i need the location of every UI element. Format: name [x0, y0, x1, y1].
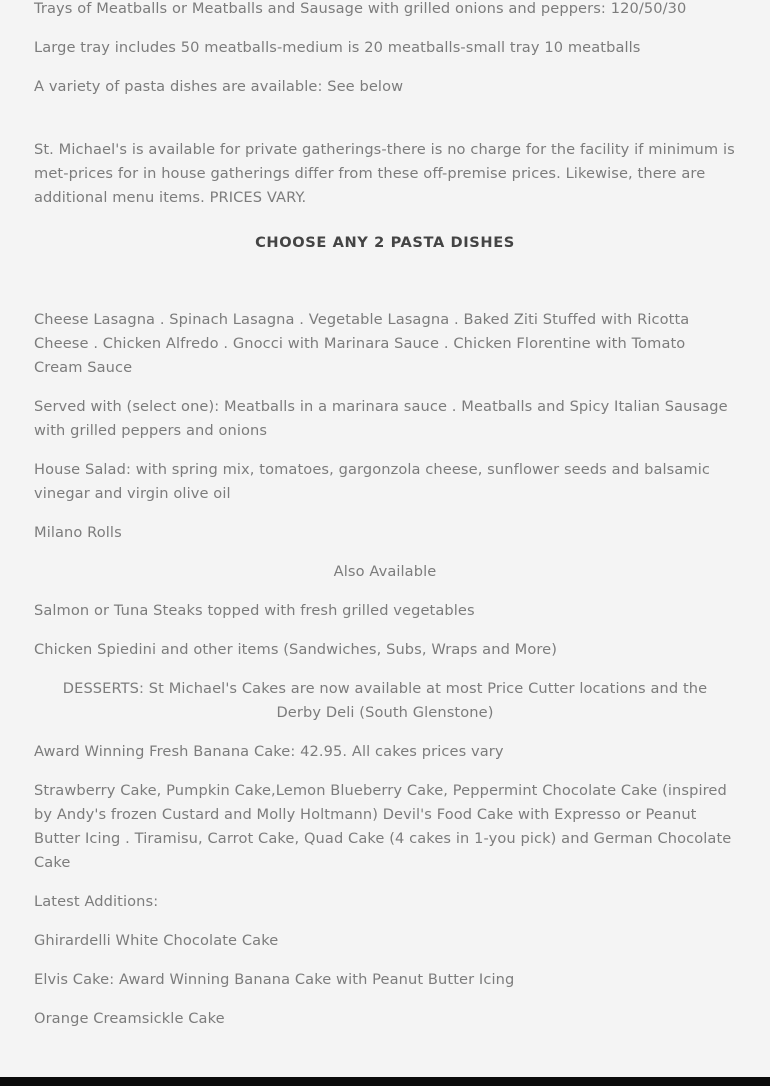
pasta-dishes-paragraph: Cheese Lasagna . Spinach Lasagna . Vegetable Lasagna . Baked Ziti Stuffed with Ricotta Cheese . Chicken Alfredo . Gnocci with Marinara Sauce . Chicken Florentine with Tomato Cream Sauce	[34, 311, 690, 376]
ghirardelli-cake-item: Ghirardelli White Chocolate Cake	[34, 932, 279, 949]
house-salad-paragraph: House Salad: with spring mix, tomatoes, gargonzola cheese, sunflower seeds and balsamic vinegar and virgin olive oil	[34, 461, 711, 502]
served-with-paragraph: Served with (select one): Meatballs in a marinara sauce . Meatballs and Spicy Italian Sausage with grilled peppers and onions	[34, 398, 728, 439]
choose-pasta-heading: CHOOSE ANY 2 PASTA DISHES	[255, 234, 515, 251]
elvis-cake-item: Elvis Cake: Award Winning Banana Cake with Peanut Butter Icing	[34, 971, 515, 988]
private-gatherings-paragraph: St. Michael's is available for private gatherings-there is no charge for the facility if minimum is met-prices for in house gatherings differ from these off-premise prices. Likewise, there are additional menu items. PRICES VARY.	[34, 141, 735, 206]
tray-sizes-paragraph: Large tray includes 50 meatballs-medium is 20 meatballs-small tray 10 meatballs	[34, 39, 641, 56]
desserts-paragraph: DESSERTS: St Michael's Cakes are now available at most Price Cutter locations and the Derby Deli (South Glenstone)	[62, 680, 708, 721]
latest-additions-label: Latest Additions:	[34, 893, 159, 910]
trays-paragraph: Trays of Meatballs or Meatballs and Sausage with grilled onions and peppers: 120/50/30	[34, 0, 687, 17]
banana-cake-paragraph: Award Winning Fresh Banana Cake: 42.95. All cakes prices vary	[34, 743, 504, 760]
milano-rolls-paragraph: Milano Rolls	[34, 524, 122, 541]
footer-bar	[0, 1077, 770, 1086]
salmon-tuna-paragraph: Salmon or Tuna Steaks topped with fresh grilled vegetables	[34, 602, 475, 619]
pasta-availability-paragraph: A variety of pasta dishes are available: See below	[34, 78, 404, 95]
cake-list-paragraph: Strawberry Cake, Pumpkin Cake,Lemon Blueberry Cake, Peppermint Chocolate Cake (inspired by Andy's frozen Custard and Molly Holtmann) Devil's Food Cake with Expresso or Peanut Butter Icing . Tiramisu, Carrot Cake, Quad Cake (4 cakes in 1-you pick) and German Chocolate Cake	[34, 782, 732, 871]
also-available-heading: Also Available	[333, 563, 437, 580]
orange-creamsickle-cake-item: Orange Creamsickle Cake	[34, 1010, 225, 1027]
chicken-spiedini-paragraph: Chicken Spiedini and other items (Sandwiches, Subs, Wraps and More)	[34, 641, 558, 658]
